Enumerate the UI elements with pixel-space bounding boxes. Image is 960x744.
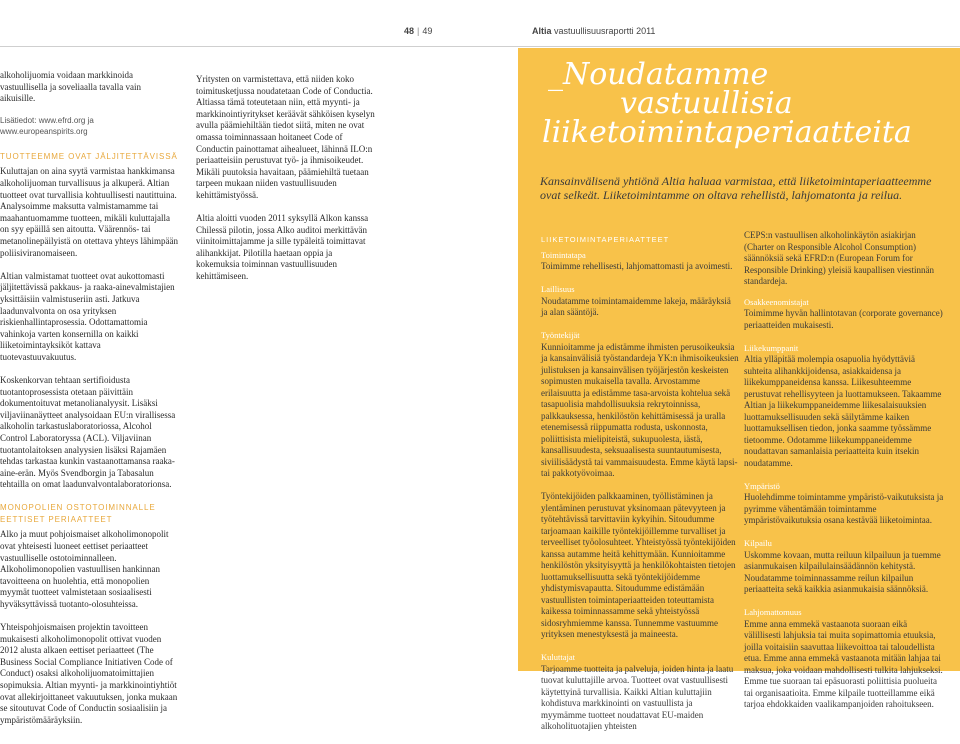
principle-title: Työntekijät bbox=[541, 330, 580, 340]
principle-text: Noudatamme toimintamaidemme lakeja, määräyksiä ja alan sääntöjä. bbox=[541, 295, 731, 317]
principle-block bbox=[541, 491, 739, 641]
principle-block bbox=[744, 297, 944, 332]
principle-text: Tarjoamme tuotteita ja palveluja, joiden hinta ja laatu tuovat kuluttajille arvoa. Tuotteet ovat vastuullisesti käytettyinä turvallisia. Kaikki Altian kuluttajiin kohdistuva markkinointi on vastuullista ja myymämme tuotteet noudattavat EU-maiden alkoholituotajien yhteisten bbox=[541, 663, 734, 731]
more-info-link[interactable]: Lisätiedot: www.efrd.org ja www.europeanspirits.org bbox=[0, 115, 94, 137]
panel-column-right bbox=[744, 230, 944, 722]
section-heading-monopolies: MONOPOLIEN OSTOTOIMINNALLE EETTISET PERIAATTEET bbox=[0, 503, 156, 524]
principle-text: Työntekijöiden palkkaaminen, työllistäminen ja ylentäminen perustuvat yksinomaan pätevyyteen ja työtehtävissä tarvittaviin kykyihin. Sitoudumme tarjoamaan kaikille työntekijöillemme turvalliset ja terveelliset työolosuhteet. Yhteistyössä työntekijöiden kanssa autamme heitä kehittymään. Kunnioitamme henkilöstön yksityisyyttä ja henkilökohtaisten tietojen luottamuksellisuutta sekä työntekijöidemme yhdistymisvapautta. Sitoudumme edistämään vastuullisten toimintaperiaatteiden toteuttamista kaikessa toiminnassamme sekä yhteistyössä sidosryhmiemme kanssa. Tunnemme vastuumme yrityksen menestyksestä ja maineesta. bbox=[541, 491, 736, 639]
paragraph: Yritysten on varmistettava, että niiden koko toimitusketjussa noudatetaan Code of Conductia. Altiassa tämä toteutetaan niin, että myynti- ja markkinointiyritykset keräävät sähköisen kyselyn avulla päämiehiltään tiedot siitä, miten ne ovat omassa toiminnassaan hoitaneet Code of Conductin painottamat aihealueet, lähinnä ILO:n periaatteisiin perustuvat työ- ja ihmisoikeudet. Mikäli puutoksia havaitaan, päämiehiltä tuetaan tarpeen mukaan niiden vastuullisuuden kehittämistyössä. bbox=[196, 74, 375, 200]
principle-title: Osakkeenomistajat bbox=[744, 296, 809, 307]
principle-block bbox=[744, 538, 944, 596]
panel-intro: Kansainvälisenä yhtiönä Altia haluaa varmistaa, että liiketoimintaperiaatteemme ovat selkeät. Liiketoimintamme on oltava rehellistä, lahjomatonta ja reilua. bbox=[540, 174, 932, 202]
principle-title: Laillisuus bbox=[541, 284, 575, 294]
paragraph: Yhteispohjoismaisen projektin tavoitteen mukaisesti alkoholimonopolit ottivat vuoden 2012 alusta alkaen eettiset periaatteet (The Business Social Compliance Initiativen Code of Conduct) osaksi alkoholijuomatoimittajien sopimuksia. Altian myynti- ja markkinointiyhtiöt ovat allekirjoittaneet vakuutuksen, jonka mukaan se sitoutuvat Code of Conductin sosiaalisiin ja ympäristömääräyksiin. bbox=[0, 622, 178, 725]
paragraph: Altian valmistamat tuotteet ovat aukottomasti jäljitettävissä pakkaus- ja raaka-ainevalmistajien yksittäisiin valmistuseriin asti. Jatkuva laadunvalvonta on osa yrityksen riskienhallintaprosessia. Odottamattomia vahinkoja varten konsernilla on kaikki liiketoimintayksiköt kattava tuotevastuuvakuutus. bbox=[0, 270, 175, 362]
page-numbers bbox=[404, 26, 432, 36]
page-current: 48 bbox=[404, 26, 415, 36]
principle-block bbox=[541, 250, 739, 273]
principle-title: Ympäristö bbox=[744, 480, 780, 491]
principle-block bbox=[744, 343, 944, 470]
principle-block bbox=[744, 230, 944, 288]
principle-block bbox=[744, 607, 944, 711]
principle-title: Liikekumppanit bbox=[744, 342, 799, 353]
section-heading-traceability: TUOTTEEMME OVAT JÄLJITETTÄVISSÄ bbox=[0, 151, 178, 161]
title-line-3: liiketoimintaperiaatteita bbox=[542, 115, 912, 150]
paragraph: Koskenkorvan tehtaan sertifioidusta tuotantoprosessista otetaan päivittäin dokumentoituvat metanolianalyysit. Lisäksi viljaviinanäytteet analysoidaan EU:n virallisessa alkoholin tarkastuslaboratoriossa, Alcohol Control Laboratoryssa (ACL). Viljaviinan tuotantolaitoksen analyysien lisäksi Rajamäen tehdas tarkastaa kunkin vastaanottamansa raaka-aine-erän. Myös Svendborgin ja Tabasalun tehtailla on omat laadunvalvontalaboratorionsa. bbox=[0, 374, 176, 490]
principle-text: Toimimme hyvän hallintotavan (corporate governance) periaatteiden mukaisesti. bbox=[744, 308, 943, 330]
principles-heading: LIIKETOIMINTAPERIAATTEET bbox=[541, 235, 670, 244]
report-title-text: vastuullisuusraportti 2011 bbox=[554, 26, 656, 36]
principle-title: Kuluttajat bbox=[541, 652, 575, 662]
principle-title: Lahjomattomuus bbox=[744, 607, 802, 617]
panel-column-left bbox=[541, 234, 739, 744]
title-line-1: _Noudatamme bbox=[548, 57, 769, 92]
principle-text: CEPS:n vastuullisen alkoholinkäytön asiakirjan (Charter on Responsible Alcohol Consumption) säännöksiä sekä EFRD:n (European Forum for Responsible Drinking) yleisiä kaupallisen viestinnän standardeja. bbox=[744, 230, 934, 286]
principle-text: Huolehdimme toimintamme ympäristö-vaikutuksista ja pyrimme vähentämään toimintamme ympäristövaikutuksia osana kestävää liiketoimintaa. bbox=[744, 492, 944, 525]
paragraph: Altia aloitti vuoden 2011 syksyllä Alkon kanssa Chilessä pilotin, jossa Alko auditoi merkittävän viinitoimittajamme ja sille typäleitä toimittavat alihankkijat. Pilotilla haetaan oppia ja kokemuksia toiminnan vastuullisuuden kehittämiseen. bbox=[196, 213, 369, 281]
report-brand: Altia bbox=[532, 26, 552, 36]
principle-text: Kunnioitamme ja edistämme ihmisten perusoikeuksia ja kansainvälisiä työstandardeja YK:n ihmisoikeuksien julistuksen ja kansainvälisen työjärjestön keskeisten sopimusten mukaisella tavalla. Arvostamme erilaisuutta ja edistämme tasa-arvoista kohtelua sekä tasapuolisia mahdollisuuksia rekrytoinnissa, palkkauksessa, henkilöstön kehittämisessä ja uralla etenemisessä riippumatta rodusta, uskonnosta, poliittisista mielipiteistä, sukupuolesta, iästä, kansallisuudesta, seksuaalisesta suuntautumisesta, siviilisäädystä tai vammaisuudesta. Emme käytä lapsi- tai pakkotyövoimaa. bbox=[541, 341, 739, 478]
page-separator: | bbox=[417, 26, 420, 36]
principle-title: Kilpailu bbox=[744, 538, 772, 548]
paragraph: alkoholijuomia voidaan markkinoida vastuullisella ja soveliaalla tavalla vain aikuisille. bbox=[0, 70, 141, 104]
principle-block bbox=[541, 284, 739, 319]
principle-block bbox=[744, 481, 944, 527]
page-next: 49 bbox=[422, 26, 433, 36]
text-column-2 bbox=[196, 74, 376, 294]
principles-panel bbox=[518, 48, 960, 731]
panel-title bbox=[540, 57, 912, 150]
paragraph: Alko ja muut pohjoismaiset alkoholimonopolit ovat yhteisesti luoneet eettiset periaatteet vastuulliselle ostotoiminnalleen. Alkoholimonopolien vastuullisen hankinnan tavoitteena on huolehtia, että monopolien myymät tuotteet valmistetaan sosiaalisesti hyväksyttävissä tuotanto-olosuhteissa. bbox=[0, 529, 169, 609]
principle-text: Uskomme kovaan, mutta reiluun kilpailuun ja tuemme asianmukaisen kilpailulainsäädännön kehitystä. Noudatamme toiminnassamme reilun kilpailun periaatteita sekä kaikkia asianmukaisia säännöksiä. bbox=[744, 549, 941, 594]
principle-title: Toimintatapa bbox=[541, 249, 586, 260]
principle-block bbox=[541, 330, 739, 480]
title-line-2: vastuullisia bbox=[620, 86, 793, 121]
principle-text: Toimimme rehellisesti, lahjomattomasti ja avoimesti. bbox=[541, 261, 733, 271]
page-header bbox=[0, 0, 960, 48]
paragraph: Kuluttajan on aina syytä varmistaa hankkimansa alkoholijuoman turvallisuus ja alkuperä. Altian tuotteet ovat turvallisia kohtuullisesti nautittuina. Analysoimme maksutta valmistamamme tai maahantuomamme tuotteen, mikäli kuluttajalla on syy epäillä sen aitoutta. Väärennös- tai metanolinepäilyistä on otettava yhteys lähimpään poliisiviranomaiseen. bbox=[0, 166, 178, 258]
principle-block bbox=[541, 652, 739, 733]
principle-text: Altia ylläpitää molempia osapuolia hyödyttäviä suhteita alihankkijoidensa, asiakkaidensa ja liikekumppaneidensa kanssa. Liikesuhteemme perustuvat rehellisyyteen ja luottamukseen. Takaamme Altian ja liikekumppaneidemme liikesalaisuuksien luottamuksellisuuden sekä säilytämme kaiken luottamuksellisen tiedon, jonka saamme työssämme tietoomme. Odotamme liikekumppaneidemme noudattavan samanlaisia periaatteita kuin itsekin noudatamme. bbox=[744, 354, 942, 468]
header-divider bbox=[0, 46, 960, 47]
report-title bbox=[532, 26, 655, 36]
principle-text: Emme anna emmekä vastaanota suoraan eikä välillisesti lahjuksia tai muita sopimattomia etuuksia, joilla voitaisiin saavuttaa liikevoittoa tai taloudellista etua. Emme anna emmekä vastaanota mitään lahjaa tai maksua, joka voidaan mahdollisesti tulkita lahjukseksi. Emme tue suoraan tai epäsuorasti poliittisia puolueita tai organisaatioita. Emme kilpaile tuotteillamme eikä tarjoa ehdokkaiden vaalikampanjoiden rahoitukseen. bbox=[744, 618, 943, 709]
text-column-1 bbox=[0, 70, 178, 738]
